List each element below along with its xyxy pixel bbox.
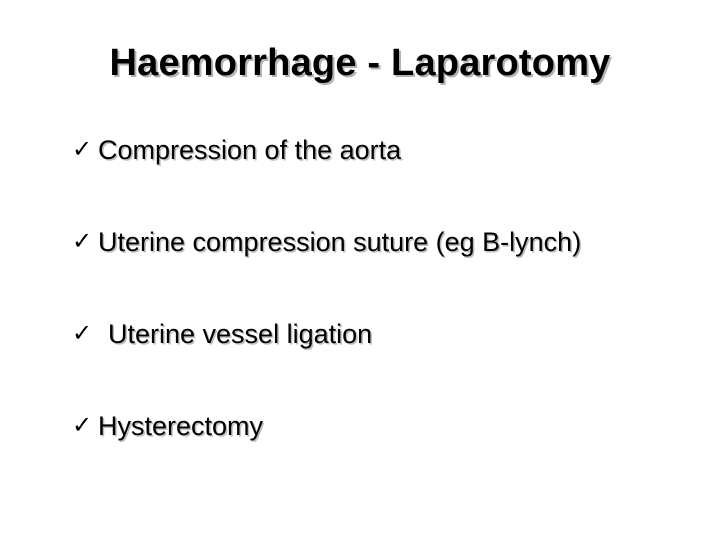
check-icon: ✓ bbox=[72, 228, 93, 255]
list-item bbox=[72, 318, 372, 350]
check-icon: ✓ bbox=[72, 320, 93, 347]
list-item bbox=[72, 410, 263, 442]
bullet-text: Compression of the aorta bbox=[98, 135, 402, 165]
bullet-text: Uterine compression suture (eg B-lynch) bbox=[98, 227, 582, 257]
check-icon: ✓ bbox=[72, 136, 93, 163]
bullet-text: Hysterectomy bbox=[98, 411, 264, 441]
slide-title: Haemorrhage - Laparotomy bbox=[109, 42, 611, 84]
list-item bbox=[72, 134, 401, 166]
check-icon: ✓ bbox=[72, 412, 93, 439]
list-item bbox=[72, 226, 581, 258]
bullet-text: Uterine vessel ligation bbox=[108, 319, 373, 349]
